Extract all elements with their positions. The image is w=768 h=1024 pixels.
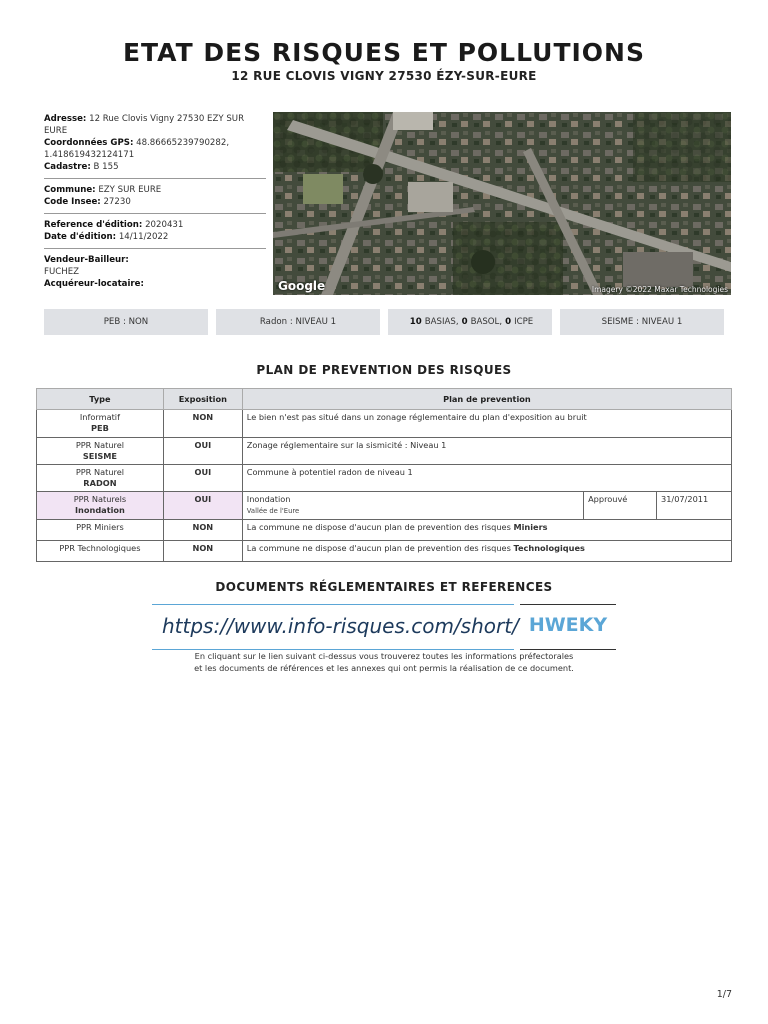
plan-cell: Zonage réglementaire sur la sismicité : Niveau 1: [242, 438, 731, 465]
risk-summary-bar: [44, 309, 724, 335]
location-group: [44, 113, 266, 179]
pollution-summary: [388, 309, 552, 335]
exposition-cell: NON: [163, 410, 242, 438]
note-line-2: et les documents de références et les annexes qui ont permis la réalisation de ce document.: [194, 663, 574, 673]
edition-group: [44, 219, 266, 249]
divider: [520, 604, 616, 605]
exposition-cell: OUI: [163, 492, 242, 520]
type-top: PPR Naturel: [75, 440, 125, 450]
type-cell: PPR Miniers: [37, 520, 164, 541]
table-row: [37, 465, 732, 492]
exposition-cell: NON: [163, 520, 242, 541]
type-top: Informatif: [79, 412, 120, 422]
document-title: ETAT DES RISQUES ET POLLUTIONS: [122, 38, 645, 67]
commune-label: Commune:: [44, 185, 96, 195]
plan-cell: [242, 492, 583, 520]
seisme-summary: SEISME : NIVEAU 1: [560, 309, 724, 335]
parties-group: [44, 254, 266, 295]
plan-cell: [242, 520, 731, 541]
plan-subtitle: Vallée de l'Eure: [246, 507, 300, 515]
type-cell: [37, 410, 164, 438]
exposition-cell: NON: [163, 541, 242, 562]
docs-heading: DOCUMENTS RÉGLEMENTAIRES ET REFERENCES: [215, 580, 553, 594]
address-value: 12 Rue Clovis Vigny 27530 EZY SUR EURE: [44, 114, 245, 136]
plan-text: La commune ne dispose d'aucun plan de prevention des risques: [246, 543, 511, 553]
plan-bold: Technologiques: [513, 543, 585, 553]
page-number: 1/7: [716, 989, 732, 1000]
reference-label: Reference d'édition:: [44, 220, 143, 230]
satellite-imagery: [273, 112, 731, 295]
type-cell: [37, 438, 164, 465]
buyer-label: Acquéreur-locataire:: [44, 279, 144, 289]
commune-value: EZY SUR EURE: [98, 185, 162, 195]
insee-value: 27230: [103, 197, 131, 207]
reference-link-box: [152, 604, 616, 650]
note-line-1: En cliquant sur le lien suivant ci-dessus vous trouverez toutes les informations préfectorales: [194, 651, 574, 661]
satellite-map[interactable]: [273, 112, 731, 295]
col-plan: Plan de prevention: [242, 389, 731, 410]
exposition-cell: OUI: [163, 465, 242, 492]
peb-summary: PEB : NON: [44, 309, 208, 335]
reference-code-link[interactable]: HWEKY: [528, 614, 608, 636]
icpe-label: ICPE: [514, 317, 534, 327]
type-bottom: SEISME: [82, 451, 118, 461]
ppr-heading: PLAN DE PREVENTION DES RISQUES: [256, 363, 512, 377]
col-type: Type: [37, 389, 164, 410]
exposition-cell: OUI: [163, 438, 242, 465]
divider: [152, 604, 514, 605]
type-cell: [37, 465, 164, 492]
icpe-count: 0: [505, 317, 512, 327]
basias-label: BASIAS,: [424, 317, 459, 327]
table-row: [37, 410, 732, 438]
radon-summary: Radon : NIVEAU 1: [216, 309, 380, 335]
table-row: [37, 492, 732, 520]
gps-value: 48.86665239790282, 1.418619432124171: [44, 138, 230, 160]
basol-count: 0: [461, 317, 468, 327]
ppr-table-header: [37, 389, 732, 410]
reference-note: [0, 650, 768, 674]
commune-group: [44, 184, 266, 214]
imagery-credit: Imagery ©2022 Maxar Technologies: [591, 285, 728, 294]
plan-cell: [242, 541, 731, 562]
table-row: [37, 438, 732, 465]
table-row: [37, 520, 732, 541]
edition-date-value: 14/11/2022: [118, 232, 169, 242]
reference-url-link[interactable]: https://www.info-risques.com/short/: [162, 614, 519, 638]
date-cell: 31/07/2011: [657, 492, 732, 520]
basias-count: 10: [409, 317, 422, 327]
plan-title: Inondation: [246, 494, 291, 504]
type-cell: [37, 492, 164, 520]
table-row: [37, 541, 732, 562]
cadastre-label: Cadastre:: [44, 162, 91, 172]
ppr-table: [36, 388, 732, 562]
type-top: PPR Naturels: [73, 494, 127, 504]
reference-value: 2020431: [145, 220, 184, 230]
plan-cell: Commune à potentiel radon de niveau 1: [242, 465, 731, 492]
gps-label: Coordonnées GPS:: [44, 138, 134, 148]
address-label: Adresse:: [44, 114, 87, 124]
col-exposition: Exposition: [163, 389, 242, 410]
document-subtitle: 12 RUE CLOVIS VIGNY 27530 ÉZY-SUR-EURE: [231, 69, 537, 83]
plan-bold: Miniers: [513, 522, 548, 532]
type-bottom: Inondation: [74, 505, 125, 515]
plan-cell: Le bien n'est pas situé dans un zonage réglementaire du plan d'exposition au bruit: [242, 410, 731, 438]
type-bottom: PEB: [91, 423, 109, 433]
seller-label: Vendeur-Bailleur:: [44, 255, 129, 265]
type-bottom: RADON: [83, 478, 117, 488]
insee-label: Code Insee:: [44, 197, 101, 207]
plan-text: La commune ne dispose d'aucun plan de prevention des risques: [246, 522, 511, 532]
google-logo: Google: [278, 279, 326, 293]
type-top: PPR Naturel: [75, 467, 125, 477]
status-cell: Approuvé: [584, 492, 657, 520]
basol-label: BASOL,: [470, 317, 503, 327]
cadastre-value: B 155: [93, 162, 119, 172]
edition-date-label: Date d'édition:: [44, 232, 117, 242]
property-info-panel: [44, 113, 266, 300]
type-cell: PPR Technologiques: [37, 541, 164, 562]
seller-value: FUCHEZ: [44, 267, 80, 277]
